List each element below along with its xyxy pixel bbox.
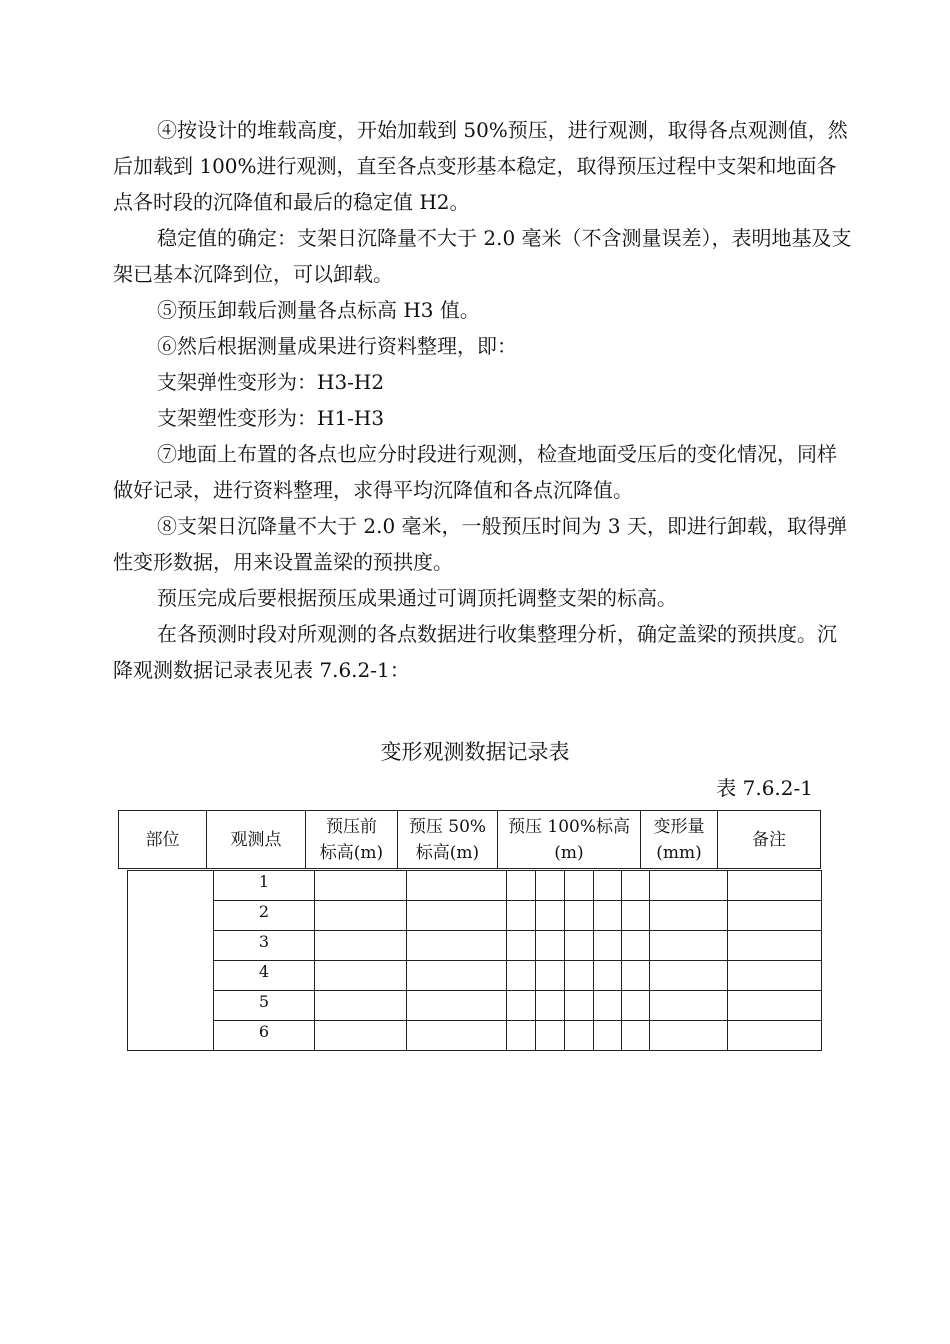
empty-cell xyxy=(565,931,594,961)
empty-cell xyxy=(315,871,407,901)
empty-cell xyxy=(565,901,594,931)
empty-cell xyxy=(507,901,536,931)
empty-cell xyxy=(507,931,536,961)
paragraph-elastic: 支架弹性变形为：H3-H2 xyxy=(157,370,385,394)
paragraph-step7: ⑦地面上布置的各点也应分时段进行观测，检查地面受压后的变化情况，同样做好记录，进行资料整理，求得平均沉降值和各点沉降值。 xyxy=(113,442,837,502)
header-deform-line2: (mm) xyxy=(656,842,702,863)
empty-cell xyxy=(315,931,407,961)
table-body xyxy=(127,870,822,1051)
empty-cell xyxy=(507,871,536,901)
paragraph-adjust: 预压完成后要根据预压成果通过可调顶托调整支架的标高。 xyxy=(157,586,677,610)
empty-cell xyxy=(536,1021,565,1051)
empty-cell xyxy=(594,961,622,991)
empty-cell xyxy=(536,991,565,1021)
empty-cell xyxy=(565,871,594,901)
empty-cell xyxy=(536,871,565,901)
empty-cell xyxy=(407,931,507,961)
empty-cell xyxy=(315,991,407,1021)
empty-cell xyxy=(728,901,822,931)
empty-cell xyxy=(594,1021,622,1051)
empty-cell xyxy=(407,901,507,931)
empty-cell xyxy=(565,961,594,991)
empty-cell xyxy=(507,1021,536,1051)
empty-cell xyxy=(536,931,565,961)
paragraph-step5: ⑤预压卸载后测量各点标高 H3 值。 xyxy=(157,298,480,322)
header-deform-line1: 变形量 xyxy=(653,816,705,837)
header-pre-line2: 标高(m) xyxy=(319,842,384,863)
header-p100 xyxy=(498,811,641,869)
header-remark: 备注 xyxy=(718,811,821,869)
point-cell: 4 xyxy=(214,961,315,991)
empty-cell xyxy=(728,871,822,901)
table-row xyxy=(128,901,822,931)
header-pre-line1: 预压前 xyxy=(326,816,377,837)
empty-cell xyxy=(650,931,728,961)
table-row xyxy=(128,931,822,961)
empty-cell xyxy=(507,991,536,1021)
paragraph-step4: ④按设计的堆载高度，开始加载到 50%预压，进行观测，取得各点观测值，然后加载到 100%进行观测，直至各点变形基本稳定，取得预压过程中支架和地面各点各时段的沉降值和最后的稳定值 H2。 xyxy=(113,118,848,214)
paragraph-analysis: 在各预测时段对所观测的各点数据进行收集整理分析，确定盖梁的预拱度。沉降观测数据记录表见表 7.6.2-1： xyxy=(113,622,837,682)
empty-cell xyxy=(407,1021,507,1051)
paragraph-stability: 稳定值的确定：支架日沉降量不大于 2.0 毫米（不含测量误差），表明地基及支架已基本沉降到位，可以卸载。 xyxy=(113,226,852,286)
header-p50-line1: 预压 50% xyxy=(408,816,487,837)
table-number: 表 7.6.2-1 xyxy=(716,776,813,800)
empty-cell xyxy=(622,931,650,961)
empty-cell xyxy=(536,901,565,931)
empty-cell xyxy=(594,871,622,901)
empty-cell xyxy=(622,1021,650,1051)
table-row xyxy=(128,991,822,1021)
empty-cell xyxy=(407,961,507,991)
table-header xyxy=(118,810,821,869)
empty-cell xyxy=(536,961,565,991)
empty-cell xyxy=(622,871,650,901)
paragraph-step6: ⑥然后根据测量成果进行资料整理，即： xyxy=(157,334,517,358)
part-cell xyxy=(128,871,214,1051)
empty-cell xyxy=(594,901,622,931)
table-caption: 变形观测数据记录表 xyxy=(380,740,570,764)
header-p100-line2: (m) xyxy=(554,842,584,863)
empty-cell xyxy=(622,961,650,991)
empty-cell xyxy=(315,961,407,991)
empty-cell xyxy=(728,1021,822,1051)
empty-cell xyxy=(622,901,650,931)
table-row xyxy=(128,871,822,901)
empty-cell xyxy=(728,931,822,961)
empty-cell xyxy=(594,991,622,1021)
header-p50-line2: 标高(m) xyxy=(415,842,480,863)
empty-cell xyxy=(728,991,822,1021)
header-p50 xyxy=(398,811,498,869)
point-cell: 1 xyxy=(214,871,315,901)
header-pre xyxy=(306,811,398,869)
empty-cell xyxy=(565,1021,594,1051)
point-cell: 6 xyxy=(214,1021,315,1051)
paragraph-plastic: 支架塑性变形为：H1-H3 xyxy=(157,406,385,430)
header-deform xyxy=(641,811,718,869)
point-cell: 3 xyxy=(214,931,315,961)
table-row xyxy=(128,961,822,991)
empty-cell xyxy=(650,991,728,1021)
empty-cell xyxy=(650,901,728,931)
point-cell: 2 xyxy=(214,901,315,931)
empty-cell xyxy=(650,1021,728,1051)
empty-cell xyxy=(650,961,728,991)
header-point: 观测点 xyxy=(207,811,306,869)
empty-cell xyxy=(507,961,536,991)
empty-cell xyxy=(315,1021,407,1051)
table-row xyxy=(128,1021,822,1051)
empty-cell xyxy=(565,991,594,1021)
header-p100-line1: 预压 100%标高 xyxy=(507,816,630,837)
header-part: 部位 xyxy=(119,811,207,869)
empty-cell xyxy=(650,871,728,901)
point-cell: 5 xyxy=(214,991,315,1021)
empty-cell xyxy=(622,991,650,1021)
empty-cell xyxy=(315,901,407,931)
empty-cell xyxy=(594,931,622,961)
paragraph-step8: ⑧支架日沉降量不大于 2.0 毫米，一般预压时间为 3 天，即进行卸载，取得弹性变形数据，用来设置盖梁的预拱度。 xyxy=(113,514,847,574)
empty-cell xyxy=(728,961,822,991)
empty-cell xyxy=(407,991,507,1021)
empty-cell xyxy=(407,871,507,901)
